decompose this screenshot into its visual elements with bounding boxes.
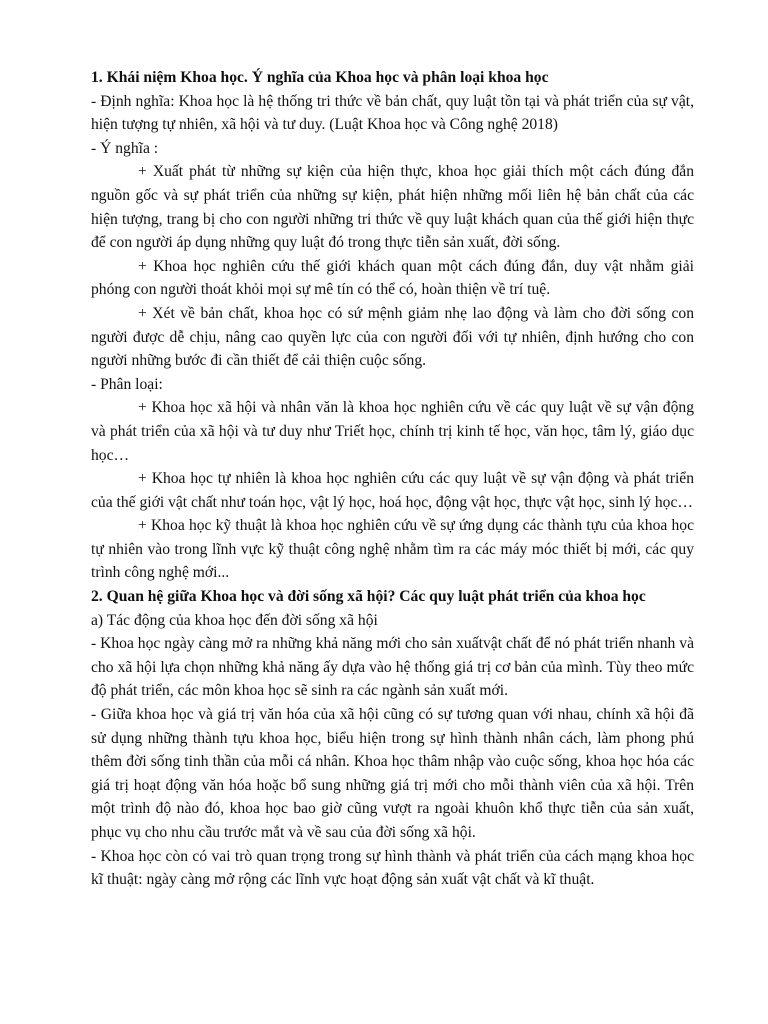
section-2-paragraph-3: - Khoa học còn có vai trò quan trọng trong sự hình thành và phát triển của cách mạng khoa học kĩ thuật: ngày càng mở rộng các lĩnh vực hoạt động sản xuất vật chất và kĩ thuật.: [91, 847, 694, 889]
section-2-paragraph-2: - Giữa khoa học và giá trị văn hóa của xã hội cũng có sự tương quan với nhau, chính xã hội đã sử dụng những thành tựu khoa học, biểu hiện trong sự hình thành nhân cách, làm phong phú thêm đời sống tinh thần của mỗi cá nhân. Khoa học thâm nhập vào cuộc sống, khoa học hóa các giá trị hoạt động văn hóa hoặc bổ sung những giá trị mới cho mỗi thành viên của xã hội. Trên một trình độ nào đó, khoa học bao giờ cũng vượt ra ngoài khuôn khổ thực tiễn của sản xuất, phục vụ cho nhu cầu trước mắt và về sau của đời sống xã hội.: [91, 706, 694, 841]
meaning-item-3: + Xét về bản chất, khoa học có sứ mệnh giảm nhẹ lao động và làm cho đời sống con người được dễ chịu, nâng cao quyền lực của con người đối với tự nhiên, định hướng cho con người những bước đi cần thiết để cải thiện cuộc sống.: [91, 304, 694, 370]
meaning-item-1: + Xuất phát từ những sự kiện của hiện thực, khoa học giải thích một cách đúng đắn nguồn gốc và sự phát triển của những sự kiện, phát hiện những mối liên hệ bản chất của các hiện tượng, trang bị cho con người những tri thức về quy luật khách quan của thế giới hiện thực để con người áp dụng những quy luật đó trong thực tiễn sản xuất, đời sống.: [91, 163, 694, 252]
classification-item-social: + Khoa học xã hội và nhân văn là khoa học nghiên cứu về các quy luật về sự vận động và phát triển của xã hội và tư duy như Triết học, chính trị kinh tế học, văn học, tâm lý, giáo dục học…: [91, 399, 694, 464]
section-2-subheading: a) Tác động của khoa học đến đời sống xã hội: [91, 611, 378, 629]
document-page: [91, 66, 694, 892]
meaning-label: - Ý nghĩa :: [91, 139, 159, 157]
section-2-paragraph-1: - Khoa học ngày càng mở ra những khả năng mới cho sản xuấtvật chất để nó phát triển nhanh và cho xã hội lựa chọn những khả năng ấy dựa vào hệ thống giá trị cơ bản của mình. Tùy theo mức độ phát triển, các môn khoa học sẽ sinh ra các ngành sản xuất mới.: [91, 635, 694, 700]
classification-item-natural: + Khoa học tự nhiên là khoa học nghiên cứu các quy luật về sự vận động và phát triển của thế giới vật chất như toán học, vật lý học, hoá học, động vật học, thực vật học, sinh lý học…: [91, 470, 694, 511]
classification-label: - Phân loại:: [91, 375, 163, 393]
section-2-heading: 2. Quan hệ giữa Khoa học và đời sống xã hội? Các quy luật phát triển của khoa học: [91, 588, 646, 606]
meaning-item-2: + Khoa học nghiên cứu thế giới khách quan một cách đúng đắn, duy vật nhằm giải phóng con người thoát khỏi mọi sự mê tín có thể có, hoàn thiện về trí tuệ.: [91, 257, 694, 299]
section-1-heading: 1. Khái niệm Khoa học. Ý nghĩa của Khoa học và phân loại khoa học: [91, 69, 549, 86]
definition-paragraph: - Định nghĩa: Khoa học là hệ thống tri thức về bản chất, quy luật tồn tại và phát triển của sự vật, hiện tượng tự nhiên, xã hội và tư duy. (Luật Khoa học và Công nghệ 2018): [91, 92, 694, 134]
classification-item-technical: + Khoa học kỹ thuật là khoa học nghiên cứu về sự ứng dụng các thành tựu của khoa học tự nhiên vào trong lĩnh vực kỹ thuật công nghệ nhằm tìm ra các máy móc thiết bị mới, các quy trình công nghệ mới...: [91, 517, 694, 582]
